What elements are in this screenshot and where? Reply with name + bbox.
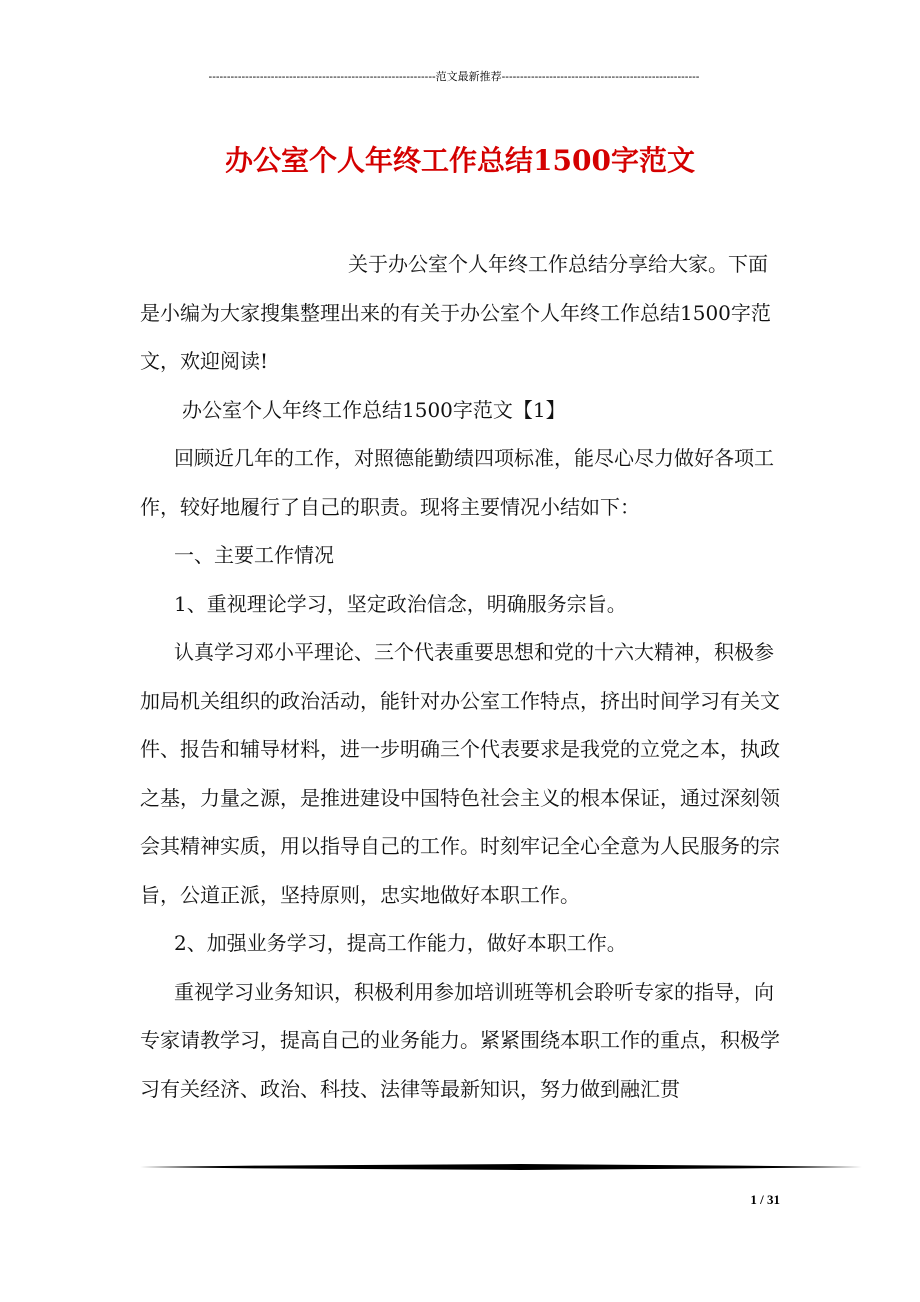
header-banner: --------------------------------------------------------------范文最新推荐------------------------------------------------------ xyxy=(208,71,700,83)
document-title: 办公室个人年终工作总结1500字范文 xyxy=(225,143,695,177)
document-body xyxy=(140,240,780,1113)
body-paragraph: 回顾近几年的工作，对照德能勤绩四项标准，能尽心尽力做好各项工作，较好地履行了自己的职责。现将主要情况小结如下： xyxy=(140,446,774,519)
body-paragraph: 认真学习邓小平理论、三个代表重要思想和党的十六大精神，积极参加局机关组织的政治活动，能针对办公室工作特点，挤出时间学习有关文件、报告和辅导材料，进一步明确三个代表要求是我党的立党之本，执政之基，力量之源，是推进建设中国特色社会主义的根本保证，通过深刻领会其精神实质，用以指导自己的工作。时刻牢记全心全意为人民服务的宗旨，公道正派，坚持原则，忠实地做好本职工作。 xyxy=(140,640,780,907)
section-subheading: 一、主要工作情况 xyxy=(174,543,334,567)
list-item-heading: 2、加强业务学习，提高工作能力，做好本职工作。 xyxy=(174,931,627,955)
page-number: 1 / 31 xyxy=(750,1192,780,1207)
list-item-heading: 1、重视理论学习，坚定政治信念，明确服务宗旨。 xyxy=(174,591,627,616)
section-heading: 办公室个人年终工作总结1500字范文【1】 xyxy=(182,397,566,422)
intro-paragraph: 关于办公室个人年终工作总结分享给大家。下面是小编为大家搜集整理出来的有关于办公室个人年终工作总结1500字范文，欢迎阅读! xyxy=(140,252,771,373)
body-paragraph: 重视学习业务知识，积极利用参加培训班等机会聆听专家的指导，向专家请教学习，提高自己的业务能力。紧紧围绕本职工作的重点，积极学习有关经济、政治、科技、法律等最新知识，努力做到融汇贯 xyxy=(140,979,780,1101)
footer-divider xyxy=(140,1164,862,1170)
